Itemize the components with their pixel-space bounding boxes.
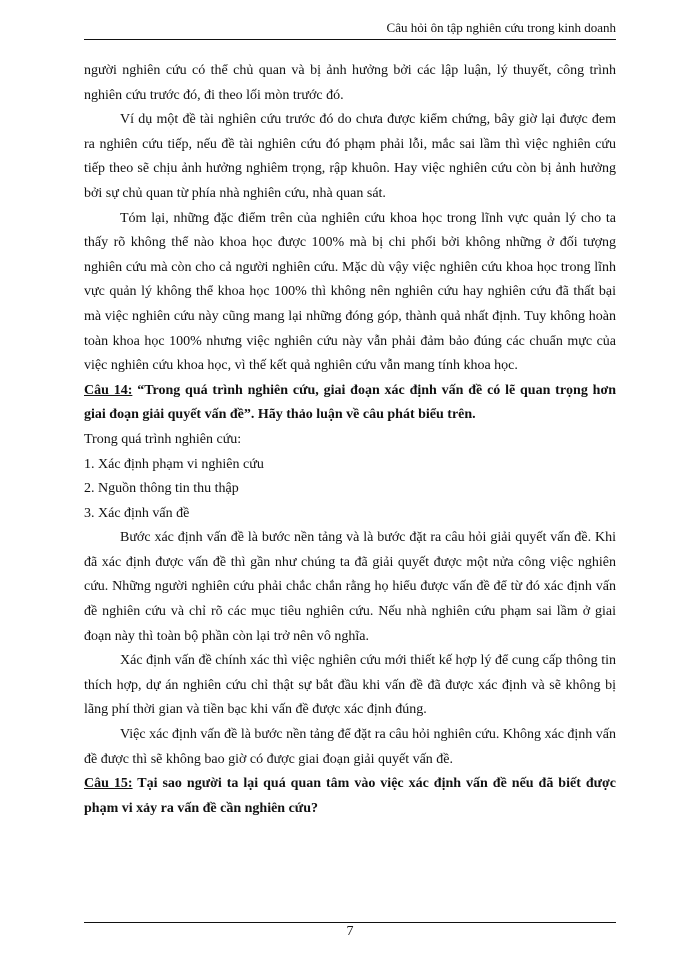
footer-divider — [84, 922, 616, 923]
list-intro: Trong quá trình nghiên cứu: — [84, 431, 242, 447]
page-body — [84, 59, 616, 821]
list-item: 3. Xác định vấn đề — [84, 505, 190, 521]
header-divider — [84, 39, 616, 40]
list-item: 2. Nguồn thông tin thu thập — [84, 481, 239, 497]
question-15-text: Tại sao người ta lại quá quan tâm vào việc xác định vấn đề nếu đã biết được phạm vi xảy ra vấn đề cần nghiên cứu? — [84, 776, 616, 816]
running-header: Câu hỏi ôn tập nghiên cứu trong kinh doanh — [386, 20, 616, 35]
list-item: 1. Xác định phạm vi nghiên cứu — [84, 456, 264, 472]
question-14-label: Câu 14: — [84, 382, 133, 398]
question-15-label: Câu 15: — [84, 776, 133, 792]
question-14 — [84, 379, 616, 428]
paragraph-problem-definition: Bước xác định vấn đề là bước nền tảng và là bước đặt ra câu hỏi giải quyết vấn đề. Khi đã xác định được vấn đề thì gần như chúng ta đã giải quyết được một nửa công việc nghiên cứu. Những người nghiên cứu phải chắc chắn rằng họ hiểu được vấn đề để từ đó xác định vấn đề nghiên cứu và chỉ rõ các mục tiêu nghiên cứu. Nếu nhà nghiên cứu phạm sai lầm ở giai đoạn này thì toàn bộ phần còn lại trở nên vô nghĩa. — [84, 530, 616, 644]
paragraph-accuracy: Xác định vấn đề chính xác thì việc nghiên cứu mới thiết kế hợp lý để cung cấp thông tin thích hợp, dự án nghiên cứu chỉ thật sự bắt đầu khi vấn đề đã được xác định và sẽ không bị lãng phí thời gian và tiền bạc khi vấn đề được xác định đúng. — [84, 653, 616, 718]
question-15 — [84, 772, 616, 821]
paragraph-example: Ví dụ một đề tài nghiên cứu trước đó do chưa được kiểm chứng, bây giờ lại được đem ra nghiên cứu tiếp, nếu đề tài nghiên cứu đó phạm phải lỗi, mắc sai lầm thì việc nghiên cứu tiếp theo sẽ chịu ảnh hưởng nghiêm trọng, rập khuôn. Hay việc nghiên cứu còn bị ảnh hưởng bởi sự chủ quan từ phía nhà nghiên cứu, nhà quan sát. — [84, 112, 616, 201]
paragraph-conclusion: Việc xác định vấn đề là bước nền tảng để đặt ra câu hỏi nghiên cứu. Không xác định vấn đề được thì sẽ không bao giờ có được giai đoạn giải quyết vấn đề. — [84, 727, 617, 767]
paragraph-summary: Tóm lại, những đặc điểm trên của nghiên cứu khoa học trong lĩnh vực quản lý cho ta thấy rõ không thể nào khoa học được 100% mà bị chi phối bởi không những ở đối tượng nghiên cứu mà còn cho cả người nghiên cứu. Mặc dù vậy việc nghiên cứu khoa học trong lĩnh vực quản lý không thể khoa học 100% thì không nên nghiên cứu hay nghiên cứu đã thất bại mà việc nghiên cứu này cũng mang lại những đóng góp, thành quả nhất định. Tuy không hoàn toàn khoa học 100% nhưng việc nghiên cứu này vẫn phải đảm bảo đúng các chuẩn mực của việc nghiên cứu khoa học, vì thế kết quả nghiên cứu vẫn mang tính khoa học. — [84, 210, 616, 374]
paragraph-continuation: người nghiên cứu có thể chủ quan và bị ảnh hưởng bởi các lập luận, lý thuyết, công trình nghiên cứu trước đó, đi theo lối mòn trước đó. — [84, 63, 616, 103]
page-number: 7 — [346, 924, 354, 939]
question-14-text: “Trong quá trình nghiên cứu, giai đoạn xác định vấn đề có lẽ quan trọng hơn giai đoạn giải quyết vấn đề”. Hãy thảo luận về câu phát biểu trên. — [84, 382, 616, 423]
